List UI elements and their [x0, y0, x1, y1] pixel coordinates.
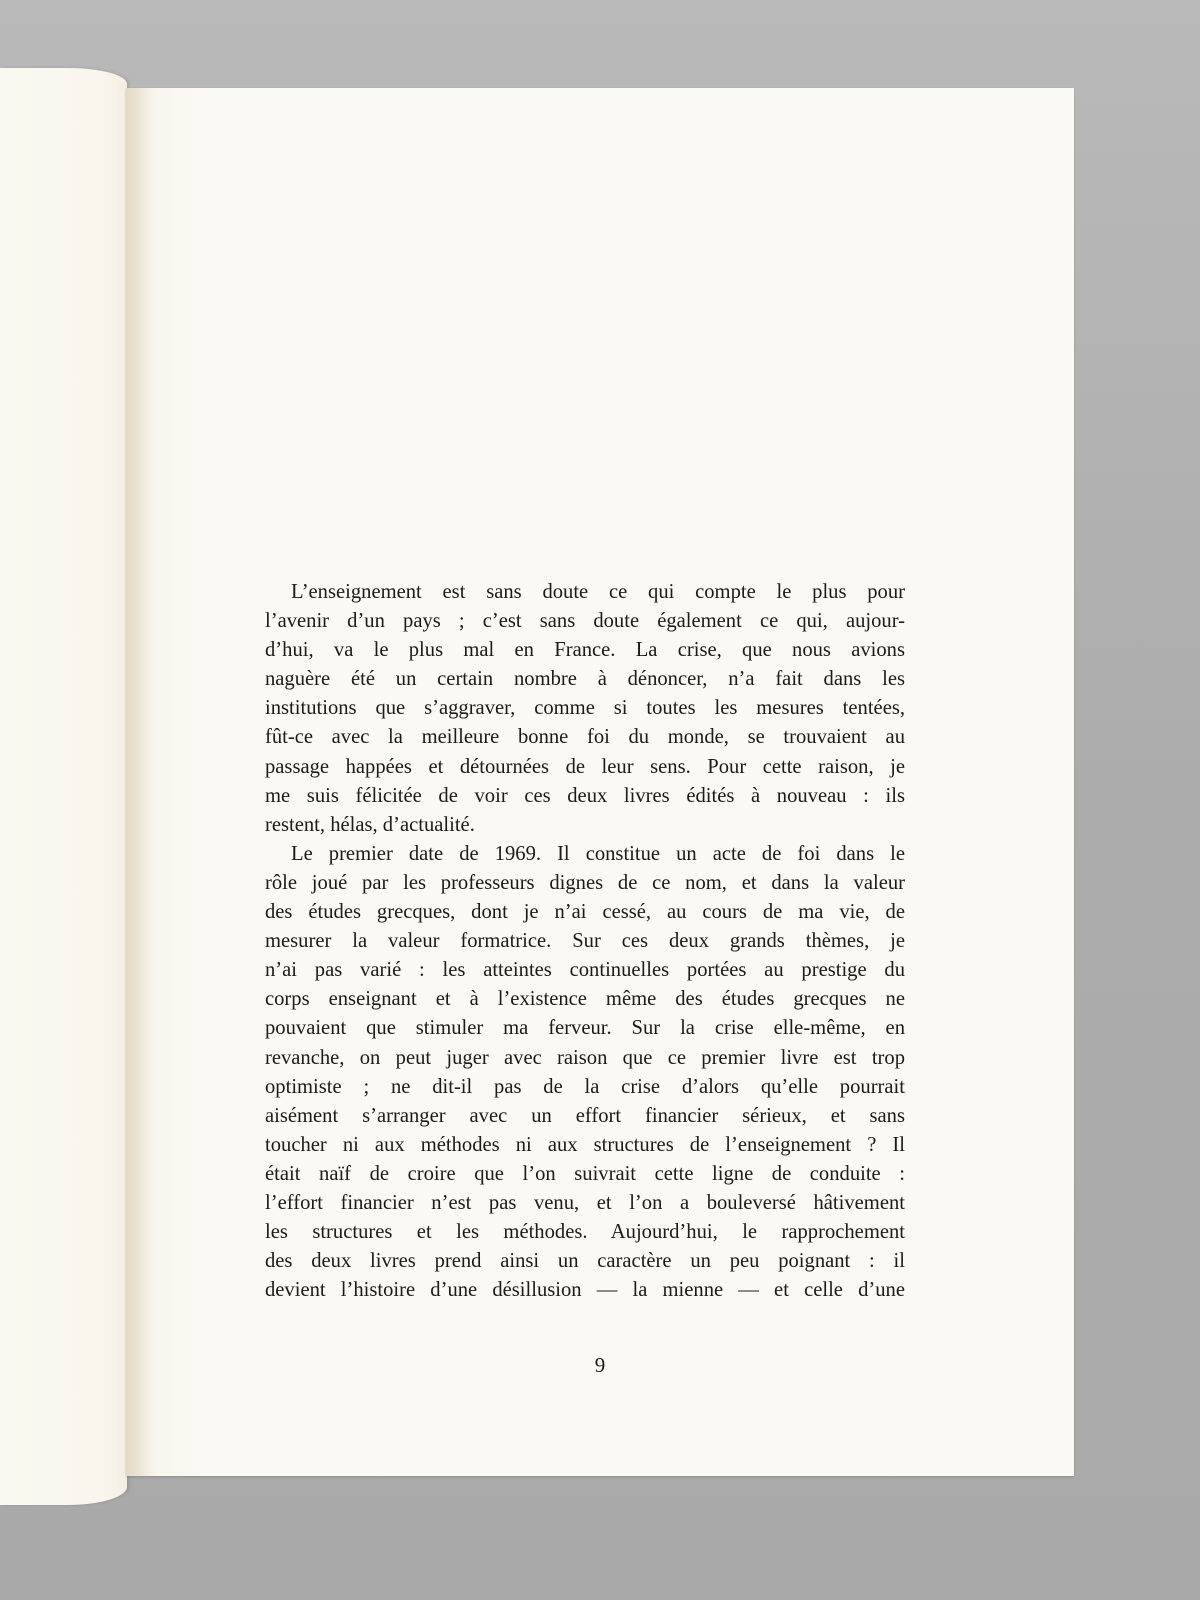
text-line: restent, hélas, d’actualité.	[265, 813, 475, 836]
text-line: aisément s’arranger avec un effort financier sérieux, et sans	[265, 1104, 905, 1127]
text-line: d’hui, va le plus mal en France. La crise, que nous avions	[265, 639, 905, 662]
paragraph-1	[265, 578, 905, 840]
text-line: naguère été un certain nombre à dénoncer, n’a fait dans les	[265, 668, 905, 691]
text-line: L’enseignement est sans doute ce qui compte le plus pour	[291, 581, 905, 603]
text-line: était naïf de croire que l’on suivrait cette ligne de conduite :	[265, 1162, 905, 1185]
left-page-edge	[0, 68, 127, 1505]
text-line: optimiste ; ne dit-il pas de la crise d’alors qu’elle pourrait	[265, 1075, 905, 1098]
gutter-shadow	[126, 88, 156, 1476]
page-number: 9	[594, 1353, 606, 1377]
text-line: Le premier date de 1969. Il constitue un acte de foi dans le	[291, 842, 905, 865]
text-line: passage happées et détournées de leur sens. Pour cette raison, je	[265, 755, 905, 778]
text-line: des études grecques, dont je n’ai cessé, au cours de ma vie, de	[265, 901, 905, 924]
paragraph-2	[265, 840, 905, 1306]
text-line: revanche, on peut juger avec raison que ce premier livre est trop	[265, 1046, 905, 1069]
text-line: pouvaient que stimuler ma ferveur. Sur la crise elle-même, en	[265, 1017, 905, 1040]
text-line: des deux livres prend ainsi un caractère un peu poignant : il	[265, 1250, 905, 1273]
text-line: n’ai pas varié : les atteintes continuelles portées au prestige du	[265, 959, 905, 982]
text-line: l’effort financier n’est pas venu, et l’on a bouleversé hâtivement	[265, 1191, 905, 1214]
text-line: les structures et les méthodes. Aujourd’hui, le rapprochement	[265, 1221, 905, 1244]
text-line: me suis félicitée de voir ces deux livres édités à nouveau : ils	[265, 784, 905, 807]
text-line: fût-ce avec la meilleure bonne foi du monde, se trouvaient au	[265, 726, 905, 749]
text-line: rôle joué par les professeurs dignes de ce nom, et dans la valeur	[265, 871, 905, 894]
text-line: devient l’histoire d’une désillusion — la mienne — et celle d’une	[265, 1279, 905, 1302]
text-line: toucher ni aux méthodes ni aux structures de l’enseignement ? Il	[265, 1133, 905, 1156]
book-page	[126, 88, 1074, 1476]
body-text	[265, 578, 905, 1305]
text-line: institutions que s’aggraver, comme si toutes les mesures tentées,	[265, 697, 905, 720]
text-line: mesurer la valeur formatrice. Sur ces deux grands thèmes, je	[265, 930, 905, 953]
text-line: l’avenir d’un pays ; c’est sans doute également ce qui, aujour-	[265, 610, 905, 633]
text-line: corps enseignant et à l’existence même des études grecques ne	[265, 988, 905, 1011]
